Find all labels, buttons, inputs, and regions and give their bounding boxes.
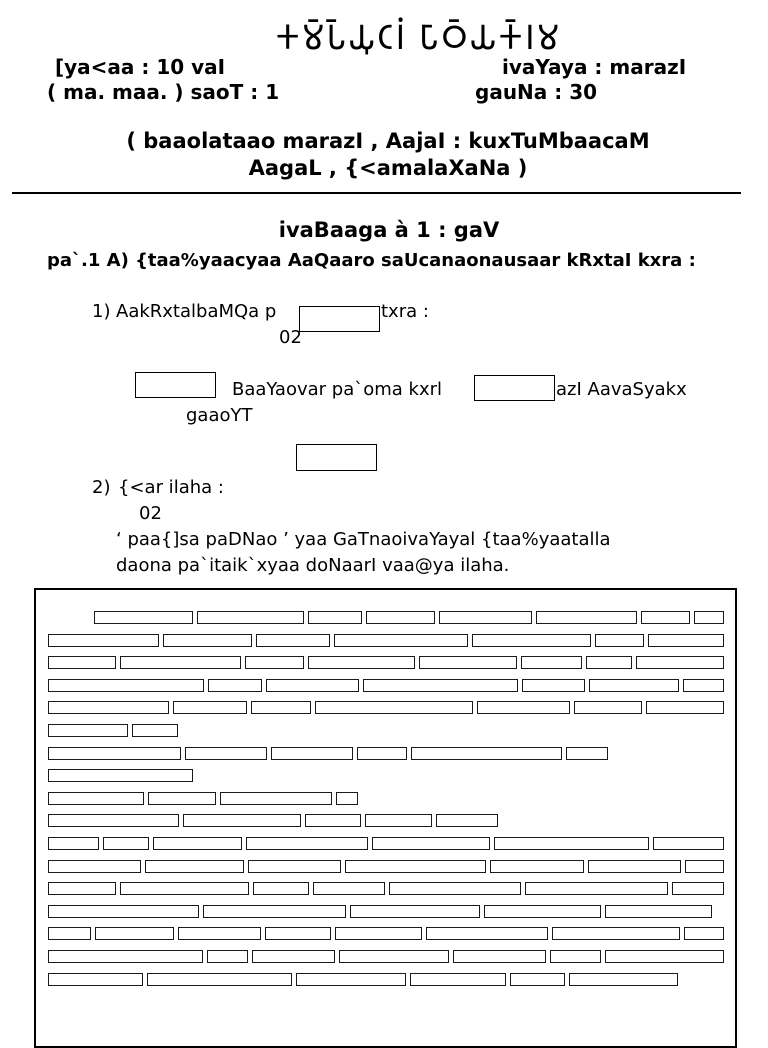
passage-word xyxy=(208,679,262,692)
item-1-sentence: BaaYaovar pa`oma kxrl xyxy=(232,379,443,400)
passage-line xyxy=(48,678,724,694)
passage-word xyxy=(550,950,601,963)
passage-word xyxy=(308,656,415,669)
item-1-sentence-line2: gaaoYT xyxy=(186,405,253,426)
passage-word xyxy=(145,860,244,873)
passage-word xyxy=(132,724,178,737)
passage-word xyxy=(48,837,99,850)
page-title: 𑀓𑀫𑁆𑀧𑁆𑀬𑀼𑀝𑀭𑀁 𑀧𑀸𑀞𑁆𑀬𑀓𑁆𑀭𑀫 xyxy=(274,18,562,58)
passage-word xyxy=(153,837,242,850)
passage-word xyxy=(683,679,724,692)
passage-line xyxy=(48,904,712,920)
item-2-number: 2) xyxy=(92,477,111,498)
passage-word xyxy=(589,679,679,692)
item-2-instruction-line1: ‘ paa{]sa paDNao ’ yaa GaTnaoivaYayal {taa%yaatalla xyxy=(116,529,611,550)
passage-word xyxy=(163,634,252,647)
passage-word xyxy=(605,905,712,918)
passage-word xyxy=(94,611,193,624)
passage-word xyxy=(265,927,331,940)
item-1-text: AakRxtalbaMQa p xyxy=(116,301,277,322)
header-class-label: [ya<aa : 10 vaI xyxy=(55,55,226,79)
passage-word xyxy=(490,860,584,873)
passage-word xyxy=(510,973,565,986)
answer-box[interactable] xyxy=(474,375,555,401)
passage-word xyxy=(648,634,724,647)
passage-word xyxy=(48,973,143,986)
passage-word xyxy=(484,905,601,918)
passage-word xyxy=(641,611,690,624)
passage-word xyxy=(48,814,179,827)
passage-word xyxy=(315,701,473,714)
passage-word xyxy=(246,837,368,850)
passage-line xyxy=(48,859,724,875)
passage-word xyxy=(345,860,486,873)
passage-word xyxy=(574,701,642,714)
passage-line xyxy=(48,881,724,897)
passage-word xyxy=(48,905,199,918)
passage-word xyxy=(365,814,432,827)
passage-word xyxy=(685,860,724,873)
passage-word xyxy=(48,679,204,692)
passage-line xyxy=(48,768,193,784)
passage-word xyxy=(357,747,407,760)
passage-word xyxy=(336,792,358,805)
passage-word xyxy=(48,950,203,963)
answer-box[interactable] xyxy=(296,444,377,471)
passage-word xyxy=(48,927,91,940)
passage-word xyxy=(566,747,608,760)
passage-word xyxy=(334,634,468,647)
passage-word xyxy=(636,656,724,669)
passage-word xyxy=(694,611,724,624)
passage-line xyxy=(48,791,358,807)
passage-word xyxy=(522,679,585,692)
passage-word xyxy=(646,701,724,714)
passage-word xyxy=(48,792,144,805)
passage-line xyxy=(48,700,724,716)
passage-word xyxy=(439,611,532,624)
passage-word xyxy=(48,656,116,669)
passage-word xyxy=(477,701,570,714)
answer-box[interactable] xyxy=(299,306,380,332)
passage-word xyxy=(256,634,330,647)
passage-word xyxy=(389,882,521,895)
header-marks-label: gauNa : 30 xyxy=(475,80,598,104)
subject-line-2: AagaL , {<amalaXaNa ) xyxy=(248,156,528,180)
passage-word xyxy=(48,747,181,760)
passage-word xyxy=(103,837,149,850)
passage-word xyxy=(419,656,517,669)
passage-word xyxy=(494,837,649,850)
header-section-label: ( ma. maa. ) saoT : 1 xyxy=(47,80,280,104)
passage-word xyxy=(48,701,169,714)
passage-word xyxy=(178,927,261,940)
item-1-sentence-end: azI AavaSyakx xyxy=(556,379,687,400)
passage-word xyxy=(525,882,668,895)
passage-word xyxy=(173,701,247,714)
header-subject-label: ivaYaya : marazI xyxy=(502,55,687,79)
passage-line xyxy=(48,836,724,852)
passage-box xyxy=(34,588,737,1048)
passage-word xyxy=(653,837,724,850)
passage-word xyxy=(672,882,724,895)
passage-line xyxy=(48,813,498,829)
passage-word xyxy=(366,611,435,624)
passage-word xyxy=(251,701,311,714)
section-title: ivaBaaga à 1 : gaV xyxy=(278,218,500,242)
passage-word xyxy=(684,927,724,940)
passage-word xyxy=(197,611,304,624)
passage-word xyxy=(536,611,637,624)
passage-word xyxy=(521,656,582,669)
passage-word xyxy=(48,860,141,873)
passage-word xyxy=(588,860,681,873)
passage-word xyxy=(472,634,591,647)
passage-word xyxy=(253,882,309,895)
passage-word xyxy=(48,724,128,737)
question-1-prompt: pa`.1 A) {taa%yaacyaa AaQaaro saUcanaonausaar kRxtaI kxra : xyxy=(47,250,696,271)
passage-word xyxy=(248,860,341,873)
passage-word xyxy=(335,927,422,940)
passage-word xyxy=(245,656,304,669)
passage-word xyxy=(305,814,361,827)
passage-word xyxy=(220,792,332,805)
passage-line xyxy=(48,633,724,649)
passage-line xyxy=(94,610,724,626)
passage-line xyxy=(48,655,724,671)
passage-word xyxy=(436,814,498,827)
passage-word xyxy=(252,950,335,963)
passage-word xyxy=(120,882,249,895)
passage-word xyxy=(411,747,562,760)
passage-line xyxy=(48,949,724,965)
passage-line xyxy=(48,926,724,942)
passage-word xyxy=(313,882,385,895)
passage-word xyxy=(203,905,346,918)
passage-word xyxy=(339,950,449,963)
item-1-number: 1) xyxy=(92,301,111,322)
passage-word xyxy=(410,973,506,986)
item-1-marks: 02 xyxy=(279,327,302,348)
passage-word xyxy=(372,837,490,850)
passage-line xyxy=(48,723,178,739)
passage-word xyxy=(271,747,353,760)
passage-word xyxy=(148,792,216,805)
passage-word xyxy=(48,769,193,782)
passage-word xyxy=(569,973,678,986)
passage-word xyxy=(120,656,241,669)
header-divider xyxy=(12,192,741,194)
item-2-marks: 02 xyxy=(139,503,162,524)
passage-word xyxy=(426,927,548,940)
passage-word xyxy=(363,679,518,692)
item-1-text-tail: txra : xyxy=(381,301,429,322)
answer-box[interactable] xyxy=(135,372,216,398)
passage-word xyxy=(595,634,644,647)
item-2-instruction-line2: daona pa`itaik`xyaa doNaarI vaa@ya ilaha. xyxy=(116,555,510,576)
passage-word xyxy=(605,950,724,963)
passage-word xyxy=(95,927,174,940)
passage-word xyxy=(147,973,292,986)
subject-line-1: ( baaolataao marazI , AajaI : kuxTuMbaacaM xyxy=(126,129,650,153)
passage-word xyxy=(183,814,301,827)
passage-word xyxy=(48,882,116,895)
item-2-text: {<ar ilaha : xyxy=(118,477,224,498)
passage-word xyxy=(266,679,359,692)
passage-word xyxy=(296,973,406,986)
passage-word xyxy=(586,656,632,669)
passage-word xyxy=(48,634,159,647)
passage-word xyxy=(207,950,248,963)
passage-word xyxy=(552,927,680,940)
passage-word xyxy=(308,611,362,624)
passage-word xyxy=(350,905,480,918)
passage-word xyxy=(453,950,546,963)
passage-line xyxy=(48,746,608,762)
passage-line xyxy=(48,972,678,988)
passage-word xyxy=(185,747,267,760)
